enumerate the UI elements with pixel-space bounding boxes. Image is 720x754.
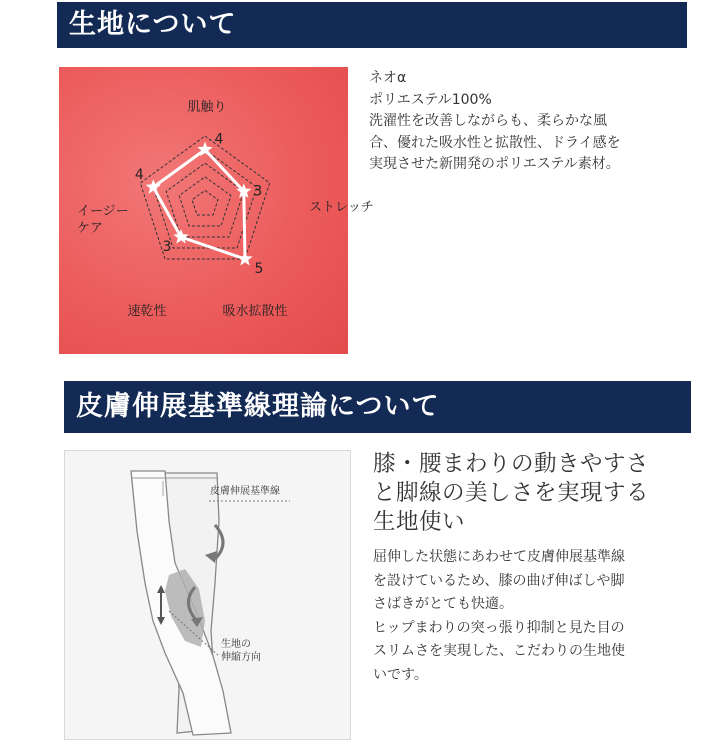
body-line: ヒップまわりの突っ張り抑制と見た目の: [373, 619, 625, 636]
radar-star-marker-3: [173, 229, 188, 244]
direction-label-line1: 生地の: [221, 639, 251, 650]
radar-score-label: 4: [214, 131, 224, 148]
radar-score-label: 4: [134, 167, 144, 184]
radar-score-label: 3: [253, 183, 263, 200]
fabric-description: [369, 68, 689, 176]
pants-diagram-svg: [65, 451, 352, 741]
radar-grid-ring: [192, 190, 218, 215]
radar-grid-ring: [166, 163, 244, 237]
pants-stretch-diagram: [64, 450, 351, 740]
heading-line: と脚線の美しさを実現する: [373, 480, 650, 506]
radar-axis-label: ケア: [77, 221, 104, 236]
baseline-label: 皮膚伸展基準線: [210, 486, 280, 497]
radar-star-marker-2: [237, 251, 252, 266]
radar-axis-label: 速乾性: [127, 304, 167, 319]
fabric-material: ポリエステル100%: [369, 91, 492, 108]
radar-grid-ring: [179, 177, 231, 226]
fabric-description-line: 実現させた新開発のポリエステル素材。: [369, 156, 620, 172]
radar-axis-labels: [77, 100, 374, 319]
section-header-skin-extension-theory: 皮膚伸展基準線理論について: [64, 381, 691, 433]
radar-axis-label: ストレッチ: [309, 200, 374, 215]
body-line: 屈伸した状態にあわせて皮膚伸展基準線: [373, 549, 625, 565]
heading-line: 生地使い: [373, 509, 466, 535]
radar-axis-label: 肌触り: [187, 100, 227, 115]
section-header-fabric: 生地について: [57, 2, 687, 48]
heading-line: 膝・腰まわりの動きやすさ: [373, 451, 650, 477]
fabric-radar-chart: [59, 67, 374, 354]
fabric-name: ネオα: [369, 70, 407, 86]
section2-body: [373, 546, 693, 687]
fabric-description-line: 合、優れた吸水性と拡散性、ドライ感を: [369, 134, 621, 151]
radar-chart-svg: [59, 67, 374, 354]
direction-label-line2: 伸縮方向: [221, 652, 261, 663]
body-line: を設けているため、膝の曲げ伸ばしや脚: [373, 572, 625, 589]
body-line: スリムさを実現した、こだわりの生地使: [373, 643, 625, 659]
section2-heading: [373, 450, 693, 537]
body-line: さばきがとても快適。: [373, 596, 513, 612]
radar-score-label: 3: [162, 239, 172, 255]
radar-axis-label: 吸水拡散性: [222, 304, 288, 319]
fabric-description-line: 洗濯性を改善しながらも、柔らかな風: [369, 113, 607, 129]
radar-axis-label: イージー: [77, 204, 129, 219]
body-line: いです。: [373, 666, 428, 683]
radar-star-marker-4: [146, 179, 161, 194]
radar-score-label: 5: [254, 261, 264, 277]
